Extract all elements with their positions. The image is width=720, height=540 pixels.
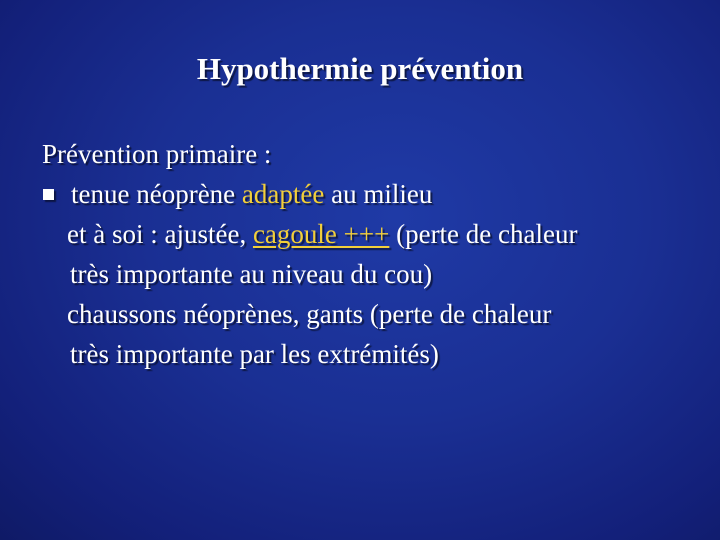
line2-part1: et à soi : ajustée, bbox=[67, 219, 253, 249]
bullet-item bbox=[42, 174, 702, 214]
slide-body bbox=[42, 134, 702, 374]
bullet-text-part1: tenue néoprène bbox=[71, 179, 242, 209]
continuation-line-4: très importante par les extrémités) bbox=[70, 339, 439, 369]
highlight-cagoule: cagoule +++ bbox=[252, 219, 390, 249]
continuation-line-3: chaussons néoprènes, gants (perte de chaleur bbox=[67, 299, 552, 329]
continuation-line-1 bbox=[42, 214, 702, 254]
section-heading: Prévention primaire : bbox=[42, 139, 272, 169]
slide-title: Hypothermie prévention bbox=[196, 51, 524, 86]
line2-part2: (perte de chaleur bbox=[389, 219, 578, 249]
highlight-adaptee: adaptée bbox=[241, 179, 325, 209]
bullet-text-part2: au milieu bbox=[324, 179, 433, 209]
square-bullet-icon bbox=[43, 189, 54, 200]
continuation-line-2: très importante au niveau du cou) bbox=[70, 259, 433, 289]
